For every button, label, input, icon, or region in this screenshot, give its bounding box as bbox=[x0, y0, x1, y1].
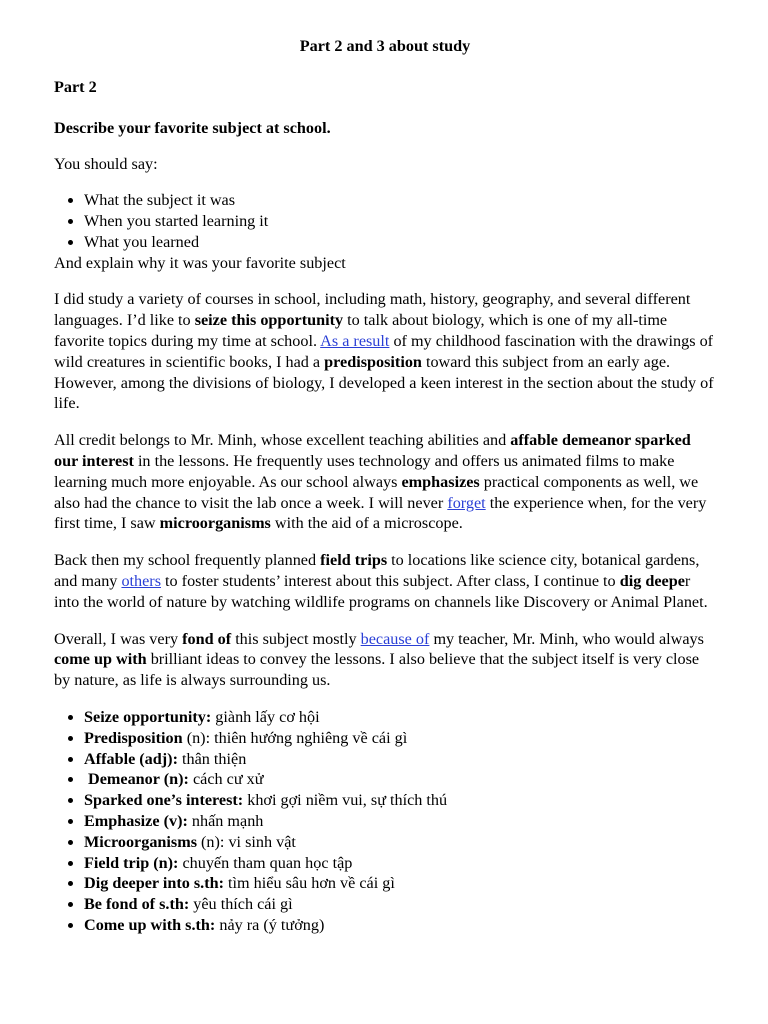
vocab-meaning: yêu thích cái gì bbox=[189, 895, 293, 914]
bold-phrase: affable demeanor sparked our interest bbox=[54, 431, 691, 470]
text: to locations like science city, botanical gardens, and many bbox=[54, 551, 700, 590]
text: practical components as well, we also had the chance to visit the lab once a week. I will never bbox=[54, 472, 699, 512]
because-of-link[interactable]: because of bbox=[360, 629, 430, 648]
vocab-meaning: (n): vi sinh vật bbox=[197, 832, 296, 851]
vocab-meaning: cách cư xử bbox=[188, 770, 264, 789]
vocab-term: Be fond of s.th: bbox=[84, 895, 190, 914]
text: the experience when, for the very first time, I saw bbox=[54, 493, 707, 533]
vocab-meaning: khơi gợi niềm vui, sự thích thú bbox=[243, 791, 448, 810]
text: I did study a variety of courses in school, including math, history, geography, and several different languages. I’d like to bbox=[54, 290, 691, 330]
vocab-term: Seize opportunity: bbox=[84, 707, 212, 726]
vocab-term: Demeanor (n): bbox=[84, 770, 189, 789]
vocab-meaning: (n): thiên hướng nghiêng về cái gì bbox=[182, 728, 408, 747]
part-heading: Part 2 bbox=[54, 77, 97, 96]
bold-phrase: seize this opportunity bbox=[194, 311, 344, 330]
text: in the lessons. He frequently uses technology and offers us animated films to make learning much more enjoyable. As our school always bbox=[54, 451, 675, 491]
vocab-term: Sparked one’s interest: bbox=[84, 791, 244, 810]
vocab-item bbox=[84, 915, 716, 936]
text: with the aid of a microscope. bbox=[270, 514, 463, 533]
others-link[interactable]: others bbox=[121, 571, 161, 590]
vocab-item bbox=[84, 873, 716, 894]
vocab-item bbox=[84, 728, 716, 749]
list-item: • What you learned bbox=[84, 232, 716, 253]
page-title: Part 2 and 3 about study bbox=[299, 37, 471, 55]
vocab-item bbox=[84, 811, 716, 832]
vocab-meaning: tìm hiểu sâu hơn về cái gì bbox=[224, 874, 395, 893]
forget-link[interactable]: forget bbox=[447, 493, 486, 512]
bold-phrase: come up with bbox=[54, 650, 147, 669]
text: r into the world of nature by watching wildlife programs on channels like Discovery or Animal Planet. bbox=[54, 571, 708, 611]
list-item: • What the subject it was bbox=[84, 190, 716, 211]
vocab-meaning: thân thiện bbox=[177, 749, 247, 768]
answer-paragraph-2 bbox=[54, 430, 716, 534]
text: Back then my school frequently planned bbox=[54, 551, 321, 570]
text: to foster students’ interest about this subject. After class, I continue to bbox=[161, 571, 620, 590]
bold-phrase: predisposition bbox=[324, 352, 422, 371]
vocab-term: Come up with s.th: bbox=[84, 915, 216, 934]
text: of my childhood fascination with the drawings of wild creatures in scientific books, I had a bbox=[54, 331, 714, 371]
vocab-meaning: nhấn mạnh bbox=[187, 811, 264, 830]
bold-phrase: fond of bbox=[182, 629, 232, 648]
should-say-line: You should say: bbox=[54, 155, 158, 174]
text: brilliant ideas to convey the lessons. I also believe that the subject itself is very close by nature, as life is always surrounding us. bbox=[54, 650, 700, 690]
as-a-result-link[interactable]: As a result bbox=[320, 331, 390, 350]
vocab-meaning: giành lấy cơ hội bbox=[211, 707, 320, 726]
vocab-item bbox=[84, 749, 716, 770]
text: my teacher, Mr. Minh, who would always bbox=[429, 629, 704, 648]
answer-paragraph-4 bbox=[54, 629, 716, 691]
text: to talk about biology, which is one of my all-time favorite topics during my time at school. bbox=[54, 311, 668, 350]
vocab-item bbox=[84, 769, 716, 790]
bold-phrase: microorganisms bbox=[159, 514, 271, 533]
bold-phrase: dig deepe bbox=[619, 571, 685, 590]
answer-paragraph-3 bbox=[54, 550, 716, 612]
vocab-term: Emphasize (v): bbox=[84, 811, 188, 830]
vocab-item bbox=[84, 853, 716, 874]
vocab-term: Field trip (n): bbox=[84, 853, 179, 872]
answer-paragraph-1 bbox=[54, 289, 716, 414]
vocab-term: Dig deeper into s.th: bbox=[84, 874, 224, 893]
vocab-term: Predisposition bbox=[84, 728, 183, 747]
vocab-term: Affable (adj): bbox=[84, 749, 178, 768]
bold-phrase: emphasizes bbox=[401, 472, 480, 491]
vocab-item bbox=[84, 790, 716, 811]
explain-line: And explain why it was your favorite subject bbox=[54, 253, 346, 272]
vocab-meaning: nảy ra (ý tưởng) bbox=[215, 915, 325, 934]
list-item: • When you started learning it bbox=[84, 211, 716, 232]
text: toward this subject from an early age. However, among the divisions of biology, I developed a keen interest in the section about the study of life. bbox=[54, 352, 714, 413]
vocab-meaning: chuyến tham quan học tập bbox=[178, 853, 353, 872]
text: this subject mostly bbox=[231, 629, 361, 648]
cue-card-question: Describe your favorite subject at school. bbox=[54, 118, 331, 137]
vocab-term: Microorganisms bbox=[84, 832, 197, 851]
vocab-item bbox=[84, 832, 716, 853]
text: Overall, I was very bbox=[54, 629, 183, 648]
cue-card-bullets bbox=[54, 190, 716, 252]
bold-phrase: field trips bbox=[320, 551, 388, 570]
vocab-item bbox=[84, 894, 716, 915]
vocabulary-list bbox=[54, 707, 716, 936]
vocab-item bbox=[84, 707, 716, 728]
text: All credit belongs to Mr. Minh, whose excellent teaching abilities and bbox=[54, 431, 511, 450]
